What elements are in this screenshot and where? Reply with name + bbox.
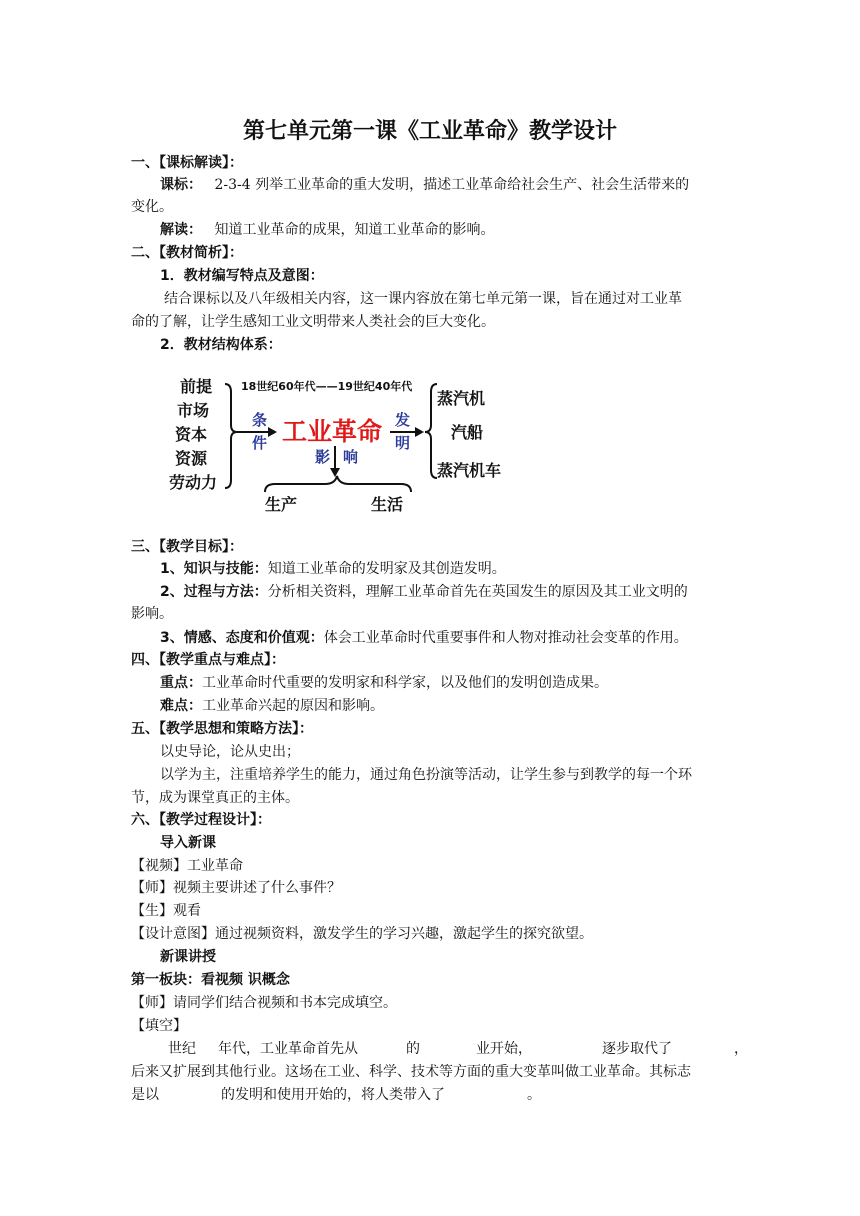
paragraph: 以史导论，论从史出； [160,744,300,760]
center-title: 工业革命 [282,417,383,446]
label: 2、过程与方法： [160,584,268,600]
label: 解读： [160,222,202,238]
premise-capital: 资本 [175,425,208,444]
subheading: 2．教材结构体系： [160,337,282,353]
section-heading-3: 三、【教学目标】： [131,539,243,555]
text: 是以 [131,1087,159,1103]
text: 年代，工业革命首先从 [218,1041,358,1057]
goal-item [160,581,688,603]
fill-blank-line [168,1038,748,1060]
key-point [160,672,608,694]
goal-item [160,558,506,580]
label: 3、情感、态度和价值观： [160,630,324,646]
paragraph: 【师】视频主要讲述了什么事件？ [131,880,341,896]
text: 。 [527,1087,541,1103]
paragraph-cont: 命的了解，让学生感知工业文明带来人类社会的巨大变化。 [131,314,495,330]
text: 知道工业革命的发明家及其创造发明。 [267,561,506,577]
paragraph-cont: 影响。 [131,606,173,622]
text: 逐步取代了 [602,1041,672,1057]
fill-blank-line [131,1084,541,1106]
paragraph-cont: 变化。 [131,199,173,215]
paragraph: 结合课标以及八年级相关内容，这一课内容放在第七单元第一课，旨在通过对工业革 [164,291,682,307]
subheading: 新课讲授 [160,949,216,965]
difficult-point [160,695,384,717]
text: 知道工业革命的成果，知道工业革命的影响。 [214,222,495,238]
paragraph: 【生】观看 [131,903,201,919]
label: 难点： [160,698,202,714]
influence-char-1: 影 [315,448,331,466]
paragraph: 【视频】工业革命 [131,858,243,874]
paragraph: 【师】请同学们结合视频和书本完成填空。 [131,995,397,1011]
premise-label: 前提 [180,377,213,396]
text: 工业革命兴起的原因和影响。 [202,698,384,714]
text: 业开始， [476,1041,532,1057]
premise-labor: 劳动力 [169,473,218,492]
premise-market: 市场 [177,401,210,420]
section-heading-6: 六、【教学过程设计】： [131,812,271,828]
period-label: 18世纪60年代——19世纪40年代 [241,380,413,393]
text: ， [734,1041,748,1057]
impact-production: 生产 [265,495,298,514]
invention-char-2: 明 [395,434,411,452]
invention-locomotive: 蒸汽机车 [437,461,502,480]
influence-char-2: 响 [343,448,359,466]
design-intent: 【设计意图】通过视频资料，激发学生的学习兴趣，激起学生的探究欲望。 [131,926,593,942]
subheading: 1．教材编写特点及意图： [160,268,324,284]
goal-item [160,627,688,649]
section-heading-4: 四、【教学重点与难点】： [131,652,285,668]
structure-diagram [165,370,525,520]
paragraph: 以学为主，注重培养学生的能力，通过角色扮演等活动，让学生参与到教学的每一个环 [160,767,692,783]
subheading: 导入新课 [160,835,216,851]
label: 1、知识与技能： [160,561,268,577]
paragraph: 【填空】 [131,1018,187,1034]
text: 的发明和使用开始的，将人类带入了 [221,1087,445,1103]
label: 课标： [160,177,202,193]
page-title: 第七单元第一课《工业革命》教学设计 [242,119,617,144]
text: 2-3-4 列举工业革命的重大发明，描述工业革命给社会生产、社会生活带来的 [214,177,690,193]
paragraph-cont: 节，成为课堂真正的主体。 [131,790,299,806]
paragraph [160,174,689,196]
premise-resource: 资源 [175,449,208,468]
block-heading: 第一板块：看视频 识概念 [131,972,290,988]
condition-char-1: 条 [252,411,268,429]
text: 工业革命时代重要的发明家和科学家，以及他们的发明创造成果。 [202,675,608,691]
text: 分析相关资料，理解工业革命首先在英国发生的原因及其工业文明的 [267,584,688,600]
impact-life: 生活 [371,495,404,514]
invention-char-1: 发 [395,411,411,429]
invention-steamship: 汽船 [451,423,484,442]
condition-char-2: 件 [252,434,268,452]
invention-steam-engine: 蒸汽机 [437,389,486,408]
label: 重点： [160,675,202,691]
section-heading-1: 一、【课标解读】： [131,155,243,171]
section-heading-5: 五、【教学思想和策略方法】： [131,721,313,737]
text: 体会工业革命时代重要事件和人物对推动社会变革的作用。 [323,630,688,646]
paragraph: 后来又扩展到其他行业。这场在工业、科学、技术等方面的重大变革叫做工业革命。其标志 [131,1064,691,1080]
text: 的 [406,1041,420,1057]
text: 世纪 [168,1041,196,1057]
section-heading-2: 二、【教材简析】： [131,245,243,261]
paragraph [160,219,494,241]
